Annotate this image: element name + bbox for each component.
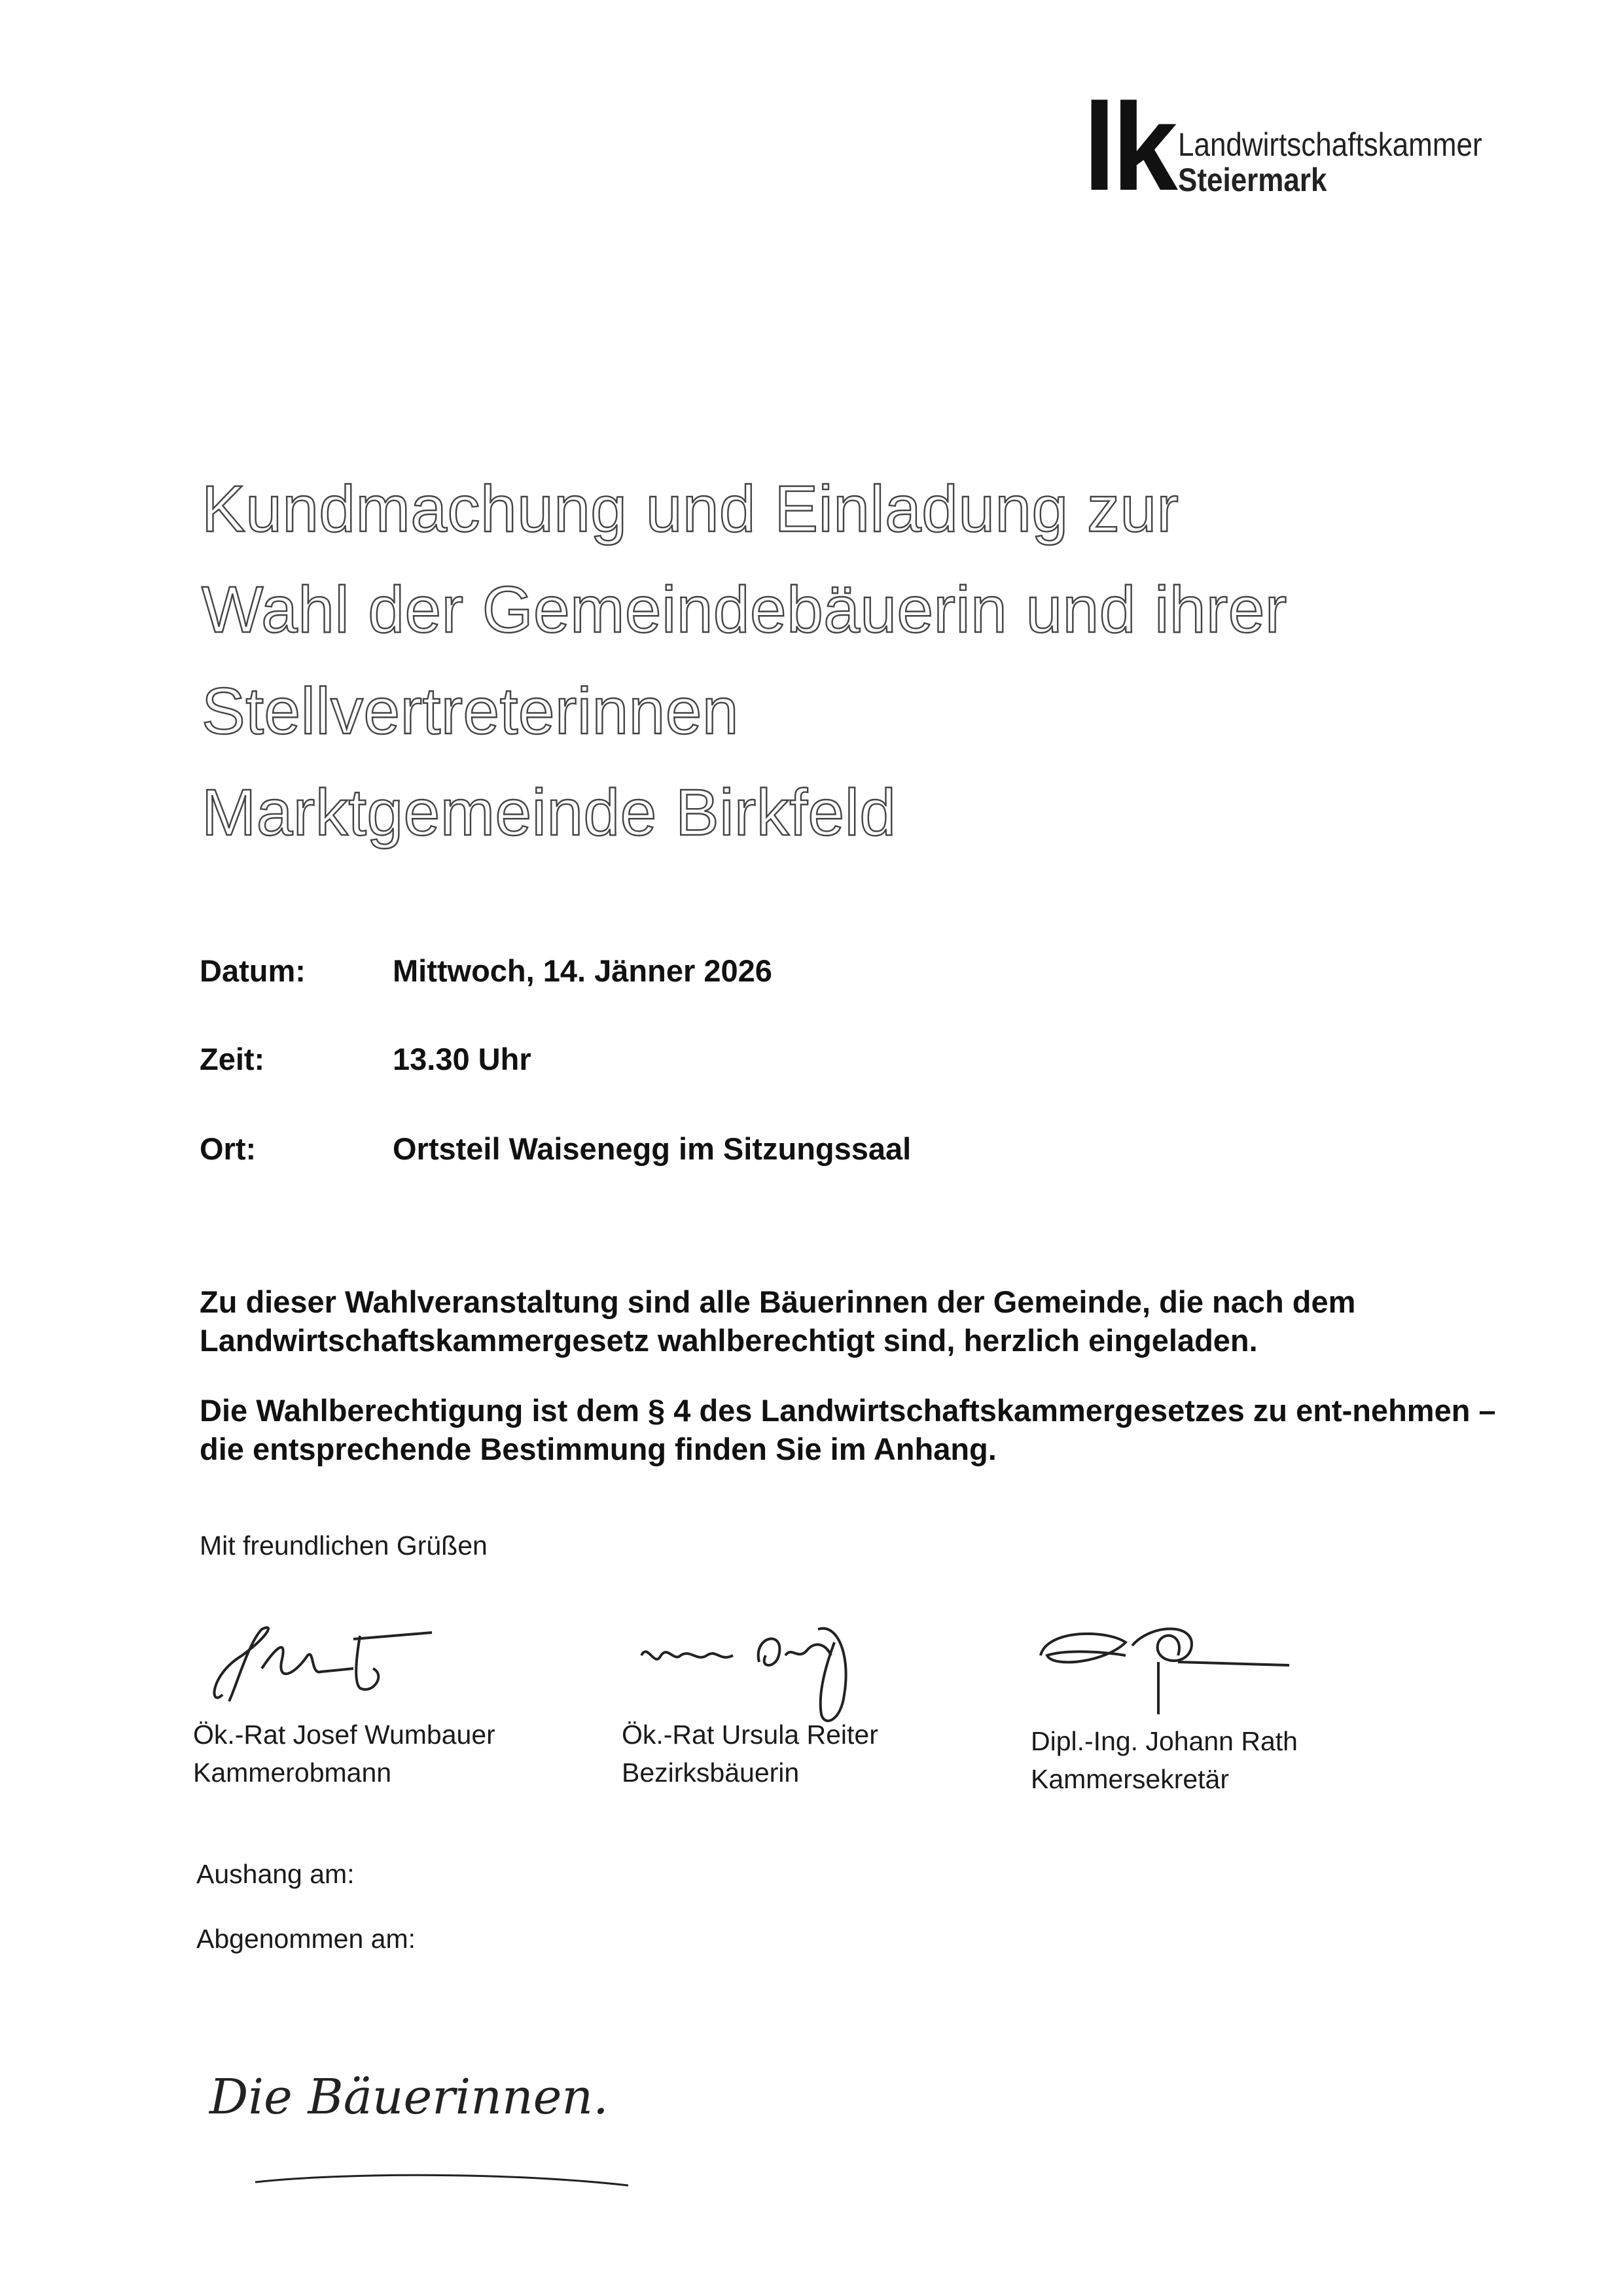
date-label: Datum:: [200, 953, 306, 988]
signatory-1-name: Ök.-Rat Josef Wumbauer: [193, 1720, 495, 1750]
signatory-1-role: Kammerobmann: [193, 1757, 392, 1788]
time-value: 13.30 Uhr: [393, 1042, 531, 1076]
signatory-3-role: Kammersekretär: [1031, 1764, 1230, 1794]
title-line-2: Wahl der Gemeindebäuerin und ihrer: [202, 573, 1287, 646]
invitation-paragraph: Zu dieser Wahlveranstaltung sind alle Bäuerinnen der Gemeinde, die nach dem Landwirtschaftskammergesetz wahlberechtigt sind, herzlich eingeladen.: [200, 1284, 1356, 1358]
handwritten-signoff: Die Bäuerinnen.: [209, 2069, 609, 2125]
time-label: Zeit:: [200, 1042, 265, 1076]
date-value: Mittwoch, 14. Jänner 2026: [393, 953, 772, 988]
signatory-2-name: Ök.-Rat Ursula Reiter: [622, 1720, 878, 1750]
greeting: Mit freundlichen Grüßen: [200, 1530, 488, 1561]
signatory-3-name: Dipl.-Ing. Johann Rath: [1031, 1726, 1298, 1756]
location-value: Ortsteil Waisenegg im Sitzungssaal: [393, 1131, 912, 1166]
logo-mark: lk: [1083, 78, 1175, 217]
location-label: Ort:: [200, 1131, 257, 1166]
signature-rath: [1027, 1616, 1315, 1721]
posted-date-label: Aushang am:: [196, 1859, 355, 1889]
title-line-1: Kundmachung und Einladung zur: [202, 472, 1179, 546]
title-line-4: Marktgemeinde Birkfeld: [202, 776, 897, 849]
signatory-2-role: Bezirksbäuerin: [622, 1757, 800, 1788]
removed-date-label: Abgenommen am:: [196, 1924, 416, 1954]
logo-organization-name: Landwirtschaftskammer: [1178, 126, 1482, 163]
eligibility-paragraph: Die Wahlberechtigung ist dem § 4 des Landwirtschaftskammergesetzes zu ent-nehmen – die entsprechende Bestimmung finden Sie im Anhang.: [200, 1393, 1496, 1466]
signoff-underline: [249, 2159, 641, 2199]
signature-wumbauer: [196, 1597, 458, 1727]
title-line-3: Stellvertreterinnen: [202, 675, 740, 748]
logo-region-name: Steiermark: [1178, 162, 1327, 198]
